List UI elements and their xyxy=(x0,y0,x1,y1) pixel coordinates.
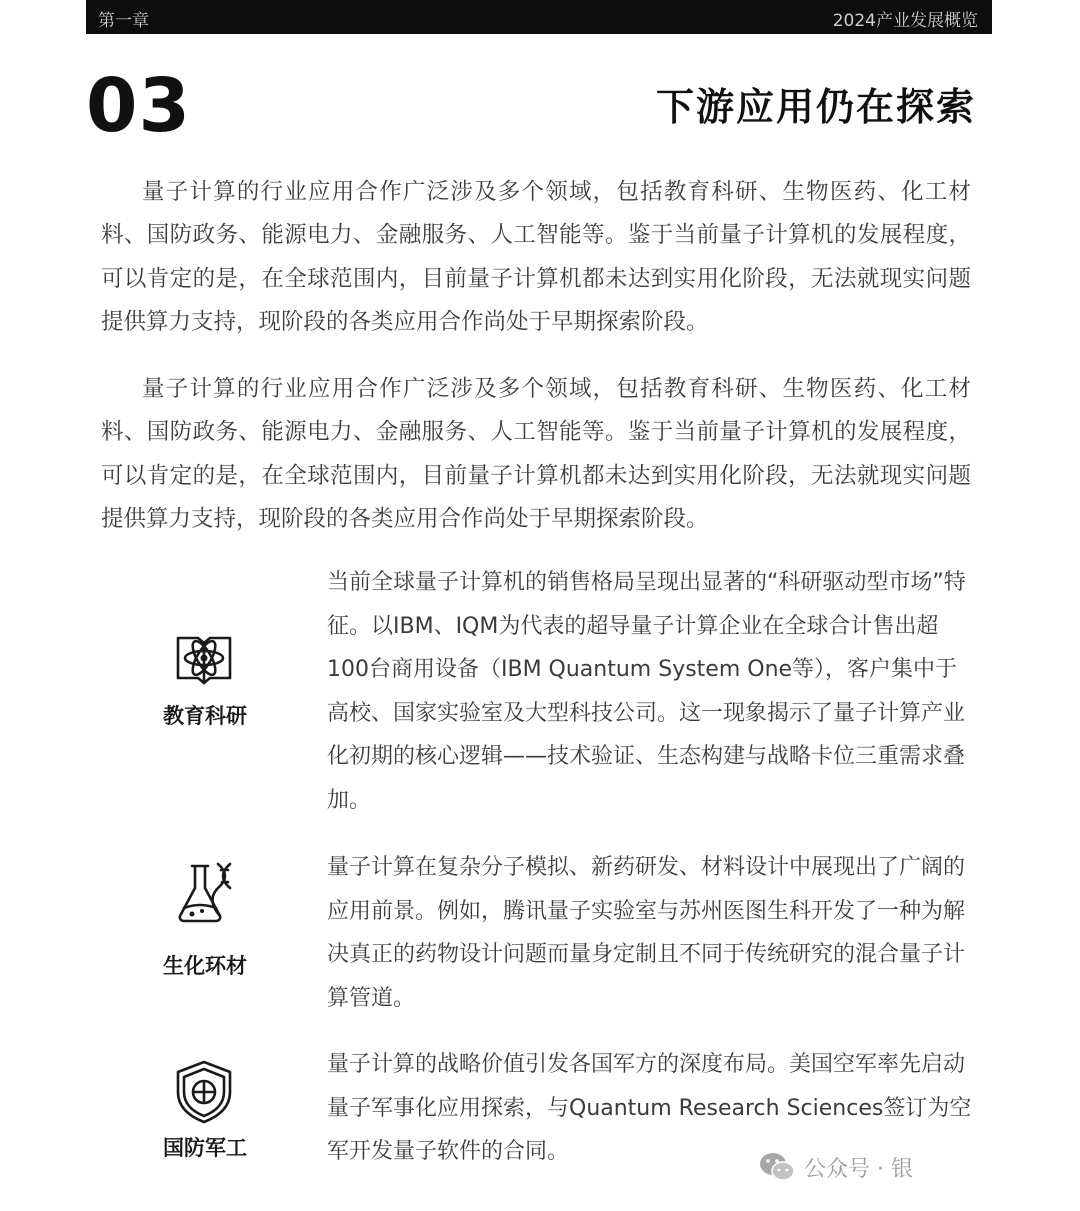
category-label-biochem: 生化环材 xyxy=(163,954,247,978)
section-number: 03 xyxy=(86,63,191,149)
intro-paragraph-2: 量子计算的行业应用合作广泛涉及多个领域，包括教育科研、生物医药、化工材料、国防政务、能源电力、金融服务、人工智能等。鉴于当前量子计算机的发展程度，可以肯定的是，在全球范围内，目前量子计算机都未达到实用化阶段，无法就现实问题提供算力支持，现阶段的各类应用合作尚处于早期探索阶段。 xyxy=(101,376,971,532)
wechat-icon xyxy=(758,1151,796,1183)
watermark-text: 公众号 · 银 xyxy=(804,1156,913,1182)
intro-paragraph-1: 量子计算的行业应用合作广泛涉及多个领域，包括教育科研、生物医药、化工材料、国防政务、能源电力、金融服务、人工智能等。鉴于当前量子计算机的发展程度，可以肯定的是，在全球范围内，目前量子计算机都未达到实用化阶段，无法就现实问题提供算力支持，现阶段的各类应用合作尚处于早期探索阶段。 xyxy=(101,179,971,335)
category-label-defense: 国防军工 xyxy=(163,1136,247,1160)
atom-book-icon xyxy=(170,624,238,692)
section-title: 下游应用仍在探索 xyxy=(655,85,976,129)
header-bar xyxy=(86,0,992,34)
category-label-education: 教育科研 xyxy=(163,704,247,728)
category-text-biochem: 量子计算在复杂分子模拟、新药研发、材料设计中展现出了广阔的应用前景。例如，腾讯量子实验室与苏州医图生科开发了一种为解决真正的药物设计问题而量身定制且不同于传统研究的混合量子计算管道。 xyxy=(327,855,966,1011)
category-text-education: 当前全球量子计算机的销售格局呈现出显著的“科研驱动型市场”特征。以IBM、IQM为代表的超导量子计算企业在全球合计售出超100台商用设备（IBM Quantum System One等），客户集中于高校、国家实验室及大型科技公司。这一现象揭示了量子计算产业化初期的核心逻辑——技术验证、生态构建与战略卡位三重需求叠加。 xyxy=(327,570,966,813)
report-title: 2024产业发展概览 xyxy=(832,11,978,31)
category-text-defense: 量子计算的战略价值引发各国军方的深度布局。美国空军率先启动量子军事化应用探索，与Quantum Research Sciences签订为空军开发量子软件的合同。 xyxy=(327,1052,972,1164)
chapter-label: 第一章 xyxy=(98,11,149,31)
flask-dna-icon xyxy=(170,858,238,926)
shield-emblem-icon xyxy=(170,1058,238,1126)
watermark xyxy=(758,1148,913,1186)
